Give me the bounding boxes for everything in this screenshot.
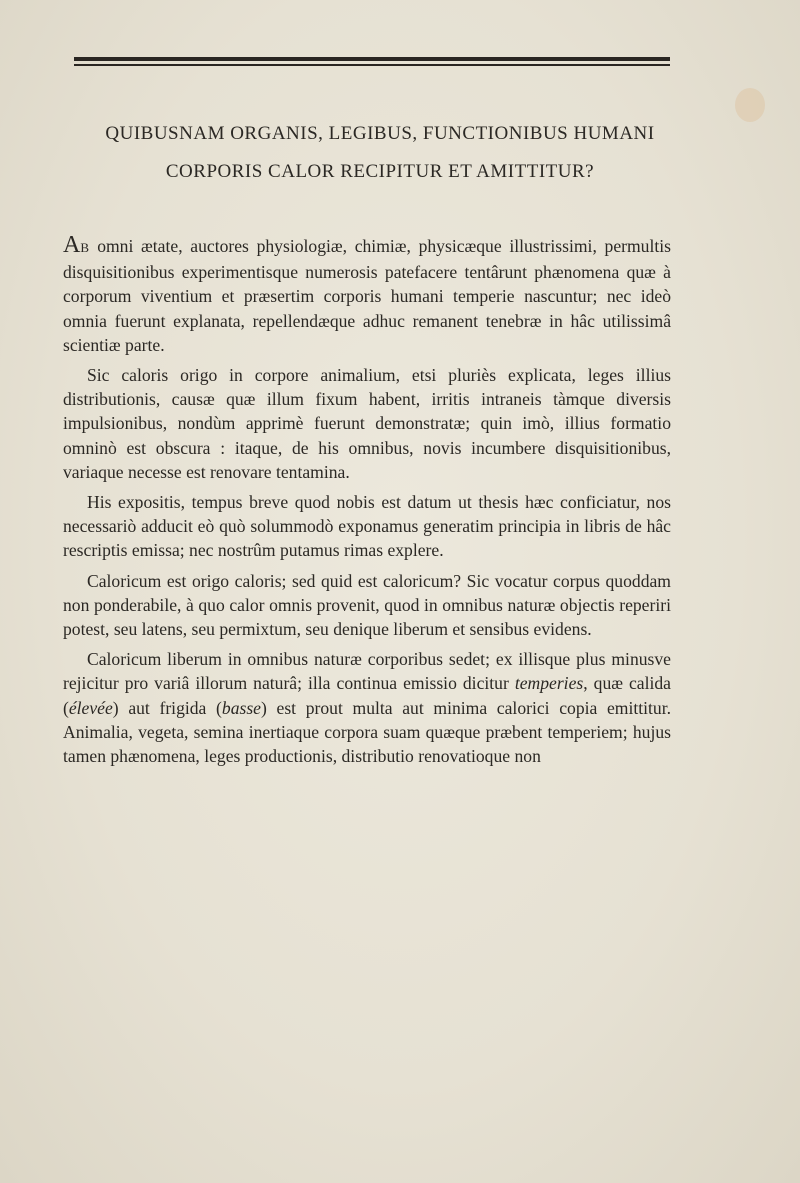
header-rule-thin <box>74 64 670 66</box>
paragraph-3: His expositis, tempus breve quod nobis est datum ut thesis hæc conficiatur, nos necessariò adducit eò quò solummodò exponamus generatim principia in libris de hâc rescriptis emissa; nec nostrûm putamus rimas explere. <box>63 492 671 561</box>
header-rule-thick <box>74 57 670 61</box>
title-line-1: QUIBUSNAM ORGANIS, LEGIBUS, FUNCTIONIBUS HUMANI <box>105 123 655 144</box>
paragraph-1 <box>63 233 671 357</box>
drop-cap: A <box>63 232 81 258</box>
paragraph-5-text-a: Caloricum liberum in omnibus naturæ corporibus sedet; ex illisque plus minusve rejicitur pro variâ illorum naturâ; illa continua emissio dicitur <box>63 649 671 694</box>
paragraph-1-text: omni ætate, auctores physiologiæ, chimiæ, physicæque illustrissimi, permultis disquisitionibus experimentisque numerosis patefacere tentârunt phænomena quæ à corporum viventium et præsertim corporis humani temperie nascuntur; nec ideò omnia fuerunt explanata, repellendæque adhuc remanent tenebræ in hâc utilissimâ scientiæ parte. <box>63 236 671 355</box>
title-line-2: CORPORIS CALOR RECIPITUR ET AMITTITUR? <box>165 161 595 182</box>
page-title <box>60 115 700 191</box>
paragraph-4: Caloricum est origo caloris; sed quid est caloricum? Sic vocatur corpus quoddam non ponderabile, à quo calor omnis provenit, quod in omnibus naturæ objectis reperiri potest, seu latens, seu permixtum, seu denique liberum et sensibus evidens. <box>63 570 671 640</box>
term-elevee: élevée <box>68 697 113 718</box>
paragraph-5-text-d: ) est prout multa aut minima calorici copia emittitur. Animalia, vegeta, semina inertiaque corpora suam quæque præbent temperiem; hujus tamen phænomena, leges productionis, distributio renovatioque non <box>63 697 671 767</box>
paragraph-5-text-b: , quæ calida ( <box>63 673 671 718</box>
body-text <box>63 233 671 774</box>
small-cap: B <box>80 240 90 255</box>
paragraph-2: Sic caloris origo in corpore animalium, etsi pluriès explicata, leges illius distributionis, causæ quæ illum fixum habent, irritis intraneis tàmque diversis impulsionibus, nondùm apprimè fuerunt demonstratæ; quin imò, illius formatio omninò est obscura : itaque, de his omnibus, novis incumbere disquisitionibus, variaque necesse est renovare tentamina. <box>63 365 671 482</box>
paragraph-5 <box>63 647 671 768</box>
paragraph-5-text-c: ) aut frigida ( <box>112 697 222 718</box>
page-stain <box>735 88 765 122</box>
term-basse: basse <box>221 697 261 718</box>
term-temperies: temperies <box>514 673 584 694</box>
